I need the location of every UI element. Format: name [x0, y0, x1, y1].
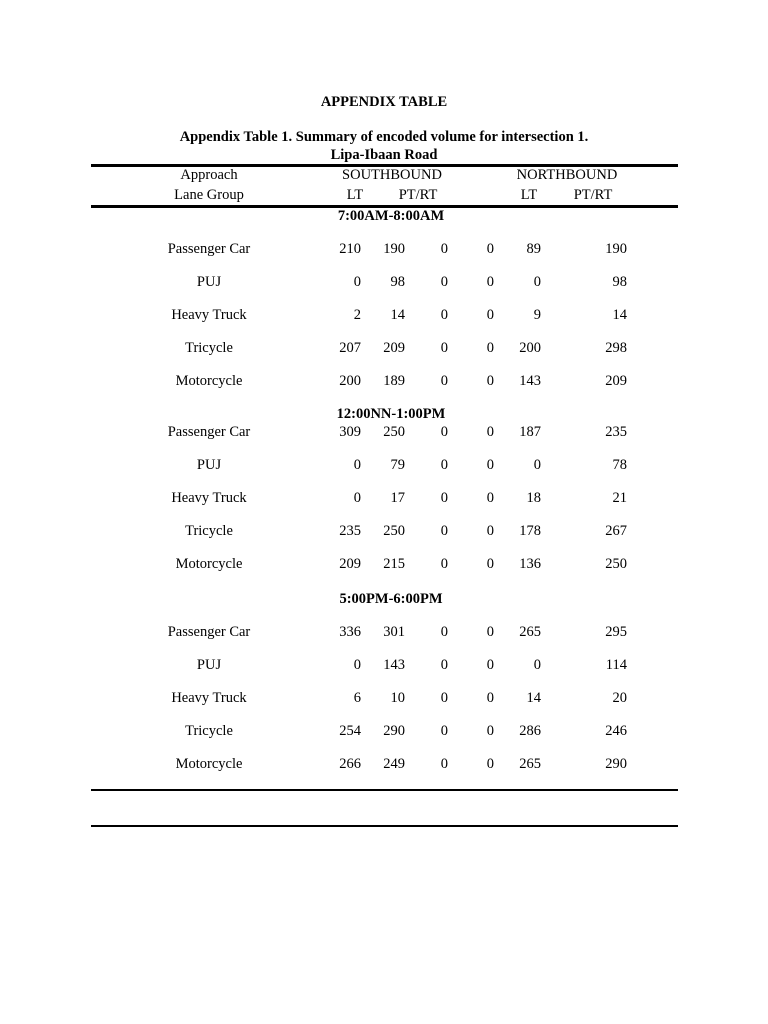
table-caption: Appendix Table 1. Summary of encoded volume for intersection 1.	[179, 129, 589, 145]
table-cell: 265	[519, 756, 541, 772]
table-cell: 0	[486, 340, 494, 356]
table-cell: 265	[519, 624, 541, 640]
table-cell: 0	[440, 523, 448, 539]
table-cell: 267	[605, 523, 627, 539]
table-cell: 10	[390, 690, 405, 706]
row-vehicle-label: Motorcycle	[175, 556, 243, 572]
table-cell: 250	[605, 556, 627, 572]
table-cell: 187	[519, 424, 541, 440]
row-vehicle-label: PUJ	[196, 457, 222, 473]
row-vehicle-label: Tricycle	[185, 340, 233, 356]
table-cell: 20	[612, 690, 627, 706]
table-cell: 0	[486, 490, 494, 506]
table-cell: 0	[486, 274, 494, 290]
table-cell: 0	[440, 307, 448, 323]
table-cell: 266	[339, 756, 361, 772]
row-vehicle-label: Tricycle	[185, 523, 233, 539]
table-footer-rule	[91, 825, 678, 827]
table-cell: 286	[519, 723, 541, 739]
table-cell: 0	[486, 624, 494, 640]
period-label: 5:00PM-6:00PM	[339, 591, 443, 607]
header-sb-ptrt: PT/RT	[398, 187, 438, 203]
table-cell: 0	[440, 457, 448, 473]
table-cell: 0	[486, 424, 494, 440]
table-cell: 215	[383, 556, 405, 572]
table-cell: 200	[519, 340, 541, 356]
table-cell: 14	[390, 307, 405, 323]
header-nb-ptrt: PT/RT	[573, 187, 613, 203]
table-cell: 21	[612, 490, 627, 506]
table-cell: 189	[383, 373, 405, 389]
table-cell: 79	[390, 457, 405, 473]
row-vehicle-label: Tricycle	[185, 723, 233, 739]
table-cell: 295	[605, 624, 627, 640]
table-cell: 0	[440, 756, 448, 772]
table-cell: 0	[486, 657, 494, 673]
table-cell: 136	[519, 556, 541, 572]
row-vehicle-label: PUJ	[196, 657, 222, 673]
table-cell: 0	[440, 340, 448, 356]
table-cell: 209	[383, 340, 405, 356]
table-cell: 290	[605, 756, 627, 772]
table-cell: 78	[612, 457, 627, 473]
row-vehicle-label: Passenger Car	[167, 624, 251, 640]
table-cell: 0	[533, 657, 541, 673]
header-southbound: SOUTHBOUND	[342, 167, 442, 183]
table-cell: 0	[440, 556, 448, 572]
table-cell: 17	[390, 490, 405, 506]
table-cell: 190	[605, 241, 627, 257]
table-cell: 0	[353, 657, 361, 673]
table-cell: 254	[339, 723, 361, 739]
row-vehicle-label: Passenger Car	[167, 424, 251, 440]
table-cell: 178	[519, 523, 541, 539]
table-cell: 0	[486, 523, 494, 539]
table-cell: 98	[390, 274, 405, 290]
table-cell: 200	[339, 373, 361, 389]
table-cell: 0	[440, 490, 448, 506]
table-cell: 0	[486, 307, 494, 323]
table-cell: 0	[486, 690, 494, 706]
table-cell: 143	[519, 373, 541, 389]
table-cell: 0	[486, 556, 494, 572]
table-cell: 336	[339, 624, 361, 640]
road-name: Lipa-Ibaan Road	[330, 147, 438, 163]
table-cell: 0	[353, 457, 361, 473]
header-approach: Approach	[180, 167, 238, 183]
table-cell: 249	[383, 756, 405, 772]
table-cell: 0	[486, 756, 494, 772]
table-cell: 250	[383, 424, 405, 440]
table-cell: 9	[533, 307, 541, 323]
table-cell: 209	[605, 373, 627, 389]
header-northbound: NORTHBOUND	[516, 167, 618, 183]
table-cell: 14	[612, 307, 627, 323]
row-vehicle-label: PUJ	[196, 274, 222, 290]
table-cell: 298	[605, 340, 627, 356]
row-vehicle-label: Heavy Truck	[171, 490, 247, 506]
table-cell: 210	[339, 241, 361, 257]
table-cell: 143	[383, 657, 405, 673]
table-cell: 0	[440, 657, 448, 673]
table-cell: 14	[526, 690, 541, 706]
table-cell: 6	[353, 690, 361, 706]
header-nb-lt: LT	[520, 187, 538, 203]
table-cell: 0	[440, 723, 448, 739]
table-cell: 0	[440, 624, 448, 640]
table-cell: 89	[526, 241, 541, 257]
table-cell: 301	[383, 624, 405, 640]
row-vehicle-label: Motorcycle	[175, 756, 243, 772]
page-heading: APPENDIX TABLE	[320, 94, 448, 110]
row-vehicle-label: Heavy Truck	[171, 307, 247, 323]
table-cell: 0	[440, 274, 448, 290]
table-cell: 0	[533, 274, 541, 290]
table-cell: 0	[486, 723, 494, 739]
table-cell: 209	[339, 556, 361, 572]
table-cell: 207	[339, 340, 361, 356]
table-cell: 0	[486, 241, 494, 257]
table-cell: 2	[353, 307, 361, 323]
header-sb-lt: LT	[346, 187, 364, 203]
table-cell: 0	[440, 241, 448, 257]
header-lane-group: Lane Group	[174, 187, 244, 203]
row-vehicle-label: Motorcycle	[175, 373, 243, 389]
table-cell: 0	[486, 457, 494, 473]
row-vehicle-label: Passenger Car	[167, 241, 251, 257]
table-cell: 246	[605, 723, 627, 739]
table-cell: 114	[605, 657, 627, 673]
period-label: 12:00NN-1:00PM	[336, 406, 446, 422]
row-vehicle-label: Heavy Truck	[171, 690, 247, 706]
table-cell: 18	[526, 490, 541, 506]
table-cell: 250	[383, 523, 405, 539]
table-bottom-rule	[91, 789, 678, 791]
table-cell: 235	[605, 424, 627, 440]
table-cell: 290	[383, 723, 405, 739]
table-cell: 190	[383, 241, 405, 257]
period-label: 7:00AM-8:00AM	[337, 208, 445, 224]
table-cell: 0	[440, 690, 448, 706]
table-cell: 309	[339, 424, 361, 440]
table-cell: 0	[440, 373, 448, 389]
table-cell: 0	[353, 274, 361, 290]
table-cell: 0	[440, 424, 448, 440]
table-cell: 0	[353, 490, 361, 506]
table-cell: 98	[612, 274, 627, 290]
table-cell: 0	[533, 457, 541, 473]
table-cell: 235	[339, 523, 361, 539]
table-cell: 0	[486, 373, 494, 389]
